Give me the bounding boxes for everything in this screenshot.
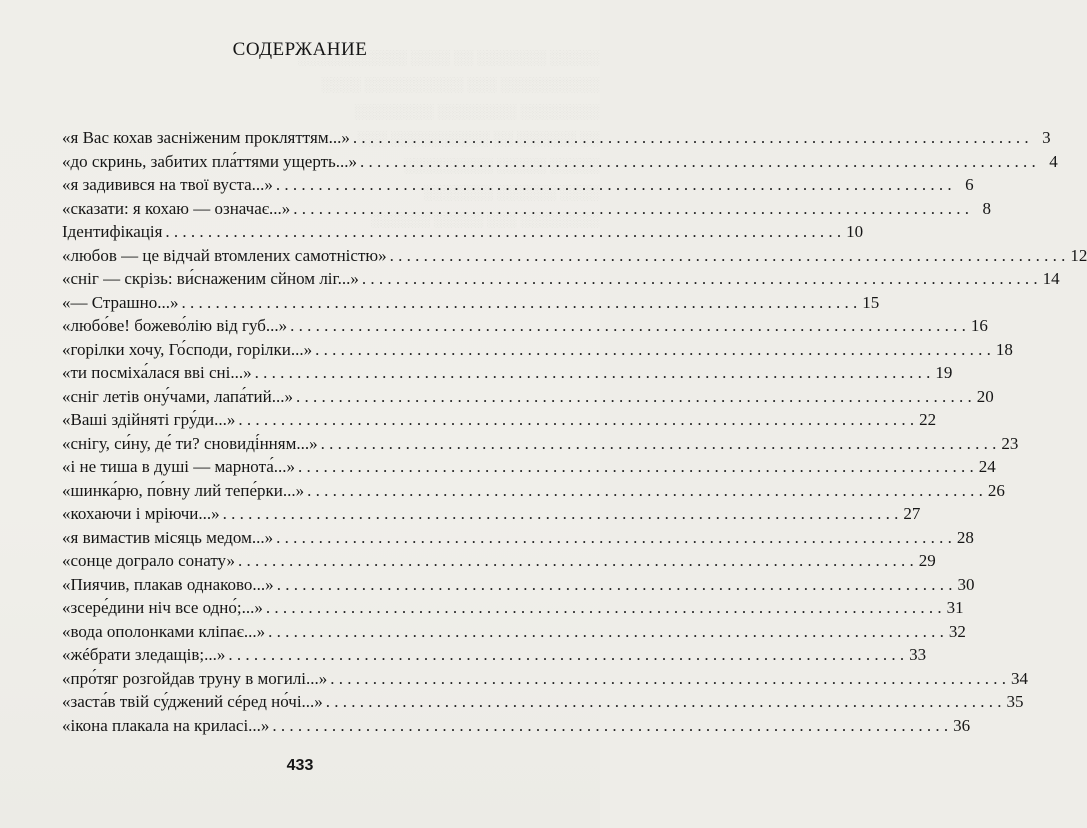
- toc-entry-page-number: 31: [946, 598, 964, 617]
- dot-leader: [307, 481, 983, 501]
- toc-entry[interactable]: [62, 175, 974, 199]
- toc-entry-title: «любов — це відчай втомлених самотністю»: [62, 245, 387, 265]
- toc-entry[interactable]: [62, 292, 880, 317]
- dot-leader: [223, 504, 899, 524]
- toc-entry-title: «я задивився на твої вуста...»: [62, 175, 273, 194]
- dot-leader: [290, 316, 966, 336]
- toc-entry[interactable]: [62, 245, 1087, 270]
- toc-entry[interactable]: [62, 151, 1058, 176]
- toc-entry-title: «Ваші здійняті гру́ди...»: [62, 410, 236, 429]
- toc-entry[interactable]: [62, 645, 927, 669]
- dot-leader: [296, 387, 972, 407]
- dot-leader: [298, 457, 974, 477]
- dot-leader: [315, 340, 991, 360]
- toc-entry-page-number: 30: [957, 574, 975, 594]
- dot-leader: [326, 692, 1002, 712]
- toc-entry-title: «— Страшно...»: [62, 292, 179, 312]
- dot-leader: [266, 598, 942, 618]
- toc-entry-title: «заста́в твій су́джений сéред но́чі...»: [62, 692, 323, 711]
- toc-entry-title: «сказати: я кохаю — означає...»: [62, 198, 291, 218]
- toc-entry-title: «ти посміха́лася вві сні...»: [62, 363, 252, 382]
- toc-entry-title: «Пиячив, плакав однаково...»: [62, 574, 274, 594]
- toc-entry-title: «вода ополонками кліпає...»: [62, 621, 266, 641]
- toc-entry[interactable]: [62, 621, 966, 646]
- toc-entry-page-number: 22: [919, 410, 937, 429]
- toc-entry-page-number: 10: [846, 222, 864, 241]
- toc-entry-page-number: 34: [1011, 668, 1029, 688]
- toc-entry[interactable]: [62, 715, 971, 740]
- dot-leader: [165, 222, 841, 242]
- toc-entry-title: «снігу, си́ну, де́ ти? сновиді́нням...»: [62, 433, 318, 453]
- dot-leader: [238, 551, 914, 571]
- show-through-text: ░░░░░ ░░░░░░░ ░░ ░░░░ ░░░░░░░░░░░ ░░░░░░░░░░ ░░░ ░░░░░░░░░░ ░░░░ ░░░░░░░░ ░░░░░░░░ ░░░░░░░░ ░░ ░░░░░░ ░░ ░░░░░░░░░░ ░░░ ░░░░░ ░░░░░ ░░░░░░░░░ ░░░░ ░░░░░░ ░░░░░░░ ░░░░░░░░ ░░░ ░░░░░ ░░░░░░: [298, 51, 600, 228]
- toc-entry-title: «я вимастив місяць медом...»: [62, 527, 274, 547]
- toc-entry-page-number: 24: [978, 457, 996, 476]
- toc-entry-page-number: 8: [982, 198, 992, 218]
- dot-leader: [238, 410, 914, 430]
- toc-entry-page-number: 23: [1001, 433, 1019, 453]
- toc-entry-page-number: 32: [948, 621, 966, 641]
- toc-entry-page-number: 35: [1006, 692, 1024, 711]
- toc-entry-page-number: 12: [1070, 245, 1087, 265]
- toc-entry[interactable]: [62, 222, 864, 246]
- toc-entry-title: «кохаючи і мріючи...»: [62, 504, 220, 523]
- dot-leader: [293, 199, 969, 219]
- toc-entry[interactable]: [62, 339, 1013, 364]
- dot-leader: [255, 363, 931, 383]
- toc-entry[interactable]: [62, 480, 1005, 505]
- toc-entry-page-number: 33: [909, 645, 927, 664]
- toc-entry-page-number: 20: [976, 386, 994, 406]
- toc-entry[interactable]: [62, 551, 936, 575]
- dot-leader: [272, 716, 948, 736]
- dot-leader: [182, 293, 858, 313]
- toc-entry-page-number: 29: [918, 551, 936, 570]
- toc-entry[interactable]: [62, 128, 1051, 152]
- toc-entry-title: «і не тиша в душі — марнота́...»: [62, 457, 296, 476]
- toc-entry[interactable]: [62, 316, 988, 340]
- toc-entry[interactable]: [62, 410, 937, 434]
- toc-entry-title: «шинка́рю, по́вну лий тепе́рки...»: [62, 480, 305, 500]
- dot-leader: [268, 622, 944, 642]
- toc-entry[interactable]: [62, 386, 994, 411]
- dot-leader: [276, 175, 952, 195]
- toc-entry[interactable]: [62, 574, 975, 599]
- toc-entry-title: «горілки хочу, Го́споди, горілки...»: [62, 339, 313, 359]
- toc-entry-page-number: 16: [970, 316, 988, 335]
- toc-entry-page-number: 27: [903, 504, 921, 523]
- dot-leader: [390, 246, 1066, 266]
- toc-entry-title: «до скринь, забитих пла́ттями ущерть...»: [62, 151, 358, 171]
- toc-entry-page-number: 14: [1042, 269, 1060, 288]
- toc-entry-title: «про́тяг розгойдав труну в могилі...»: [62, 668, 328, 688]
- dot-leader: [228, 645, 904, 665]
- toc-entry[interactable]: [62, 457, 996, 481]
- toc-entry[interactable]: [62, 198, 992, 223]
- toc-entry[interactable]: [62, 433, 1019, 458]
- toc-entry[interactable]: [62, 527, 974, 552]
- toc-entry-title: «сніг — скрізь: ви́снаженим сйном ліг...»: [62, 269, 359, 288]
- dot-leader: [276, 528, 952, 548]
- dot-leader: [360, 152, 1036, 172]
- toc-entry-page-number: 4: [1049, 151, 1058, 171]
- toc-entry-page-number: 15: [862, 292, 880, 312]
- dot-leader: [321, 434, 997, 454]
- dot-leader: [353, 128, 1029, 148]
- toc-entry-page-number: 19: [935, 363, 953, 382]
- dot-leader: [330, 669, 1006, 689]
- toc-entry-title: «сніг летів ону́чами, лапа́тий...»: [62, 386, 293, 406]
- toc-entry-title: «зсере́дини ніч все одно́;...»: [62, 598, 263, 617]
- toc-entry-title: «любо́ве! божево́лію від губ...»: [62, 316, 288, 335]
- toc-entry-page-number: 28: [956, 527, 974, 547]
- toc-entry[interactable]: [62, 598, 964, 622]
- table-of-contents: [62, 128, 1087, 739]
- toc-entry-page-number: 3: [1042, 128, 1051, 147]
- dot-leader: [277, 575, 953, 595]
- toc-entry-title: «ікона плакала на криласі...»: [62, 715, 270, 735]
- toc-entry-title: «я Вас кохав засніженим прокляттям...»: [62, 128, 350, 147]
- dot-leader: [362, 269, 1038, 289]
- toc-entry-page-number: 18: [995, 339, 1013, 359]
- toc-entry-title: Ідентифікація: [62, 222, 163, 241]
- toc-entry[interactable]: [62, 668, 1029, 693]
- toc-entry[interactable]: [62, 692, 1024, 716]
- toc-entry-page-number: 36: [953, 715, 971, 735]
- toc-entry-page-number: 26: [987, 480, 1005, 500]
- page-number: 433: [286, 757, 314, 774]
- toc-entry-title: «жéбрати зледащів;...»: [62, 645, 226, 664]
- toc-entry-page-number: 6: [965, 175, 974, 194]
- toc-entry[interactable]: [62, 363, 953, 387]
- toc-entry-title: «сонце дограло сонату»: [62, 551, 235, 570]
- contents-heading: СОДЕРЖАНИЕ: [232, 39, 368, 60]
- toc-entry[interactable]: [62, 504, 921, 528]
- toc-entry[interactable]: [62, 269, 1060, 293]
